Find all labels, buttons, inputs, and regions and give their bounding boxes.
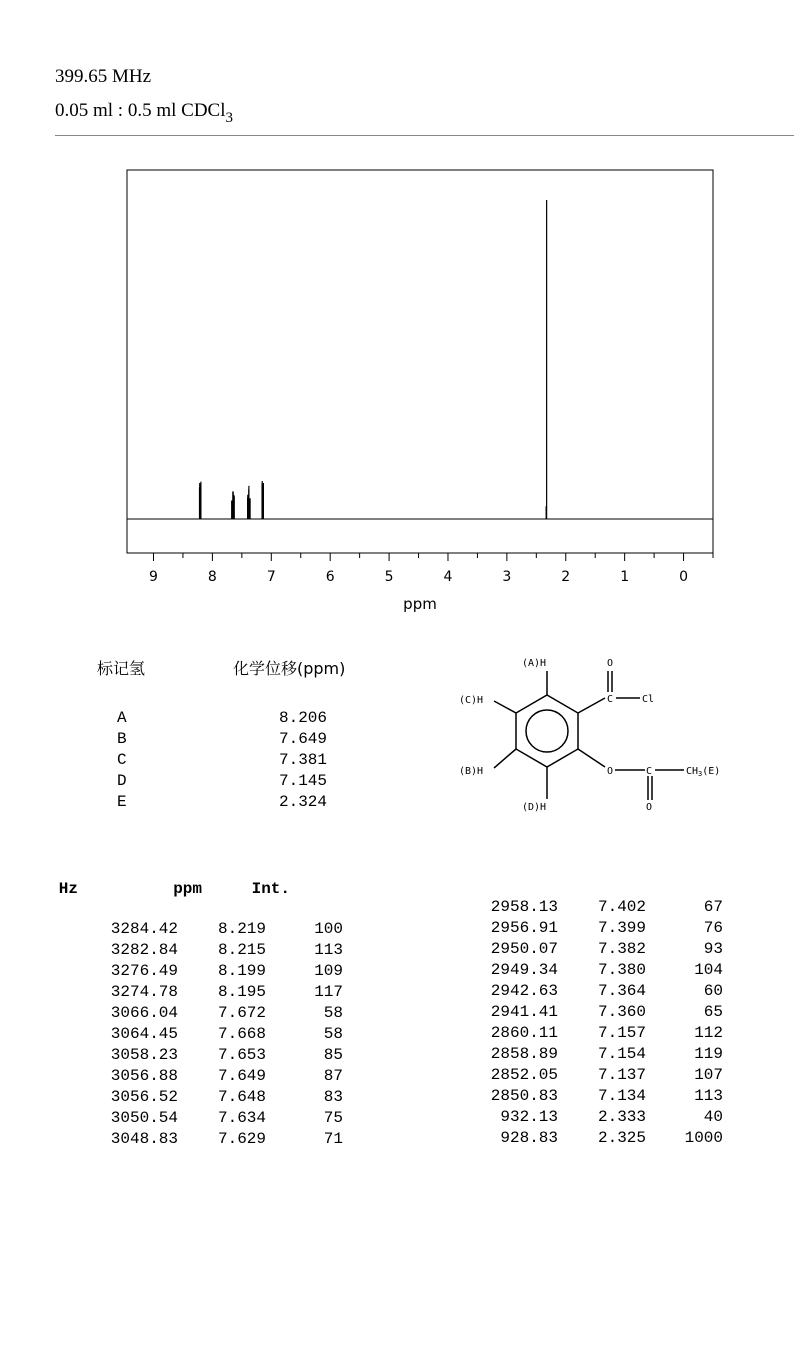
- x-tick-label: 9: [149, 569, 158, 585]
- structure-bonds: [494, 671, 684, 800]
- spectrometer-frequency: 399.65 MHz: [55, 66, 152, 87]
- peak-hz: 2941.41: [490, 1003, 558, 1021]
- x-tick-label: 2: [561, 569, 571, 585]
- peak-ppm: 7.672: [217, 1004, 266, 1022]
- peak-table-row: [100, 1088, 343, 1106]
- atom-label-c: (C)H: [459, 695, 484, 706]
- peak-table-row: [100, 1067, 343, 1085]
- peak-intensity: 65: [703, 1003, 723, 1021]
- peak-table-row: [480, 898, 723, 916]
- peak-intensity: 113: [694, 1087, 723, 1105]
- peak-intensity: 93: [703, 940, 723, 958]
- acyl-carbon: C: [607, 694, 614, 705]
- peak-hz: 2858.89: [490, 1045, 558, 1063]
- bond-ring-oxygen: [578, 749, 605, 767]
- ester-oxygen: O: [607, 766, 614, 777]
- peak-ppm: 7.653: [217, 1046, 266, 1064]
- peak-intensity: 1000: [684, 1129, 723, 1147]
- assignment-shift: 7.381: [278, 751, 327, 769]
- atom-label-d: (D)H: [522, 802, 547, 813]
- peak-table-row: [100, 1130, 343, 1148]
- peak-intensity: 58: [323, 1025, 343, 1043]
- ester-carbon: C: [646, 766, 653, 777]
- peak-intensity: 100: [314, 920, 343, 938]
- peak-ppm: 7.634: [217, 1109, 266, 1127]
- peak-table-row: [480, 919, 723, 937]
- peak-hz: 2949.34: [490, 961, 558, 979]
- bond-hb: [494, 749, 516, 768]
- peak-hz: 3058.23: [110, 1046, 178, 1064]
- chlorine-label: Cl: [642, 694, 655, 705]
- peak-table-row: [480, 1108, 723, 1126]
- peak-intensity: 83: [323, 1088, 343, 1106]
- peak-ppm: 7.134: [597, 1087, 646, 1105]
- peak-table-row: [100, 1046, 343, 1064]
- x-tick-label: 7: [266, 569, 276, 585]
- peak-table-row: [480, 1003, 723, 1021]
- peak-hz: 2942.63: [490, 982, 558, 1000]
- peak-intensity: 40: [703, 1108, 723, 1126]
- peak-table-row: [480, 961, 723, 979]
- x-tick-label: 1: [620, 569, 630, 585]
- atom-label-b: (B)H: [459, 766, 484, 777]
- peak-ppm: 7.157: [597, 1024, 646, 1042]
- peak-hz: 2958.13: [490, 898, 558, 916]
- peak-hz: 928.83: [500, 1129, 558, 1147]
- x-tick-label: 5: [384, 569, 394, 585]
- assignment-shift-header: 化学位移(ppm): [233, 659, 346, 678]
- peak-table-row: [100, 1109, 343, 1127]
- hz-header: Hz: [58, 880, 78, 898]
- peak-hz: 3066.04: [110, 1004, 178, 1022]
- x-tick-label: 8: [207, 569, 217, 585]
- assignment-label: A: [117, 709, 127, 727]
- peak-table-row: [100, 941, 343, 959]
- peak-ppm: 7.137: [597, 1066, 646, 1084]
- atom-label-a: (A)H: [522, 658, 547, 669]
- peak-hz: 3056.88: [110, 1067, 178, 1085]
- peak-intensity: 58: [323, 1004, 343, 1022]
- peak-intensity: 75: [323, 1109, 343, 1127]
- carbonyl-oxygen: O: [607, 658, 614, 669]
- peak-ppm: 8.195: [217, 983, 266, 1001]
- peak-ppm: 7.402: [597, 898, 646, 916]
- peak-intensity: 76: [703, 919, 723, 937]
- peak-table-row: [100, 1025, 343, 1043]
- ester-carbonyl-oxygen: O: [646, 802, 653, 813]
- peak-intensity: 113: [314, 941, 343, 959]
- peak-hz: 3274.78: [110, 983, 178, 1001]
- peak-ppm: 8.215: [217, 941, 266, 959]
- x-axis-label: ppm: [403, 595, 437, 613]
- peak-intensity: 71: [323, 1130, 343, 1148]
- peak-ppm: 2.333: [597, 1108, 646, 1126]
- peak-ppm: 7.648: [217, 1088, 266, 1106]
- peak-ppm: 7.364: [597, 982, 646, 1000]
- peak-intensity: 109: [314, 962, 343, 980]
- peak-hz: 2850.83: [490, 1087, 558, 1105]
- peak-table-row: [100, 1004, 343, 1022]
- x-tick-label: 6: [325, 569, 335, 585]
- peak-intensity: 67: [703, 898, 723, 916]
- peak-ppm: 7.360: [597, 1003, 646, 1021]
- assignment-label: C: [117, 751, 127, 769]
- peak-hz: 2860.11: [490, 1024, 558, 1042]
- peak-hz: 3282.84: [110, 941, 178, 959]
- peak-ppm: 8.199: [217, 962, 266, 980]
- assignment-shift: 8.206: [278, 709, 327, 727]
- peak-table-row: [100, 983, 343, 1001]
- solvent-text: 0.05 ml : 0.5 ml CDCl: [55, 100, 226, 121]
- peak-ppm: 7.649: [217, 1067, 266, 1085]
- peak-hz: 3050.54: [110, 1109, 178, 1127]
- assignment-shift: 7.145: [278, 772, 327, 790]
- peak-table-row: [480, 1087, 723, 1105]
- solvent-subscript: 3: [225, 110, 233, 126]
- peak-ppm: 7.629: [217, 1130, 266, 1148]
- assignment-label: E: [117, 793, 127, 811]
- peak-hz: 3284.42: [110, 920, 178, 938]
- peak-intensity: 112: [694, 1024, 723, 1042]
- peak-intensity: 119: [694, 1045, 723, 1063]
- int-header: Int.: [251, 880, 290, 898]
- peak-table-row: [480, 1024, 723, 1042]
- aromatic-circle: [526, 710, 568, 752]
- peak-intensity: 117: [314, 983, 343, 1001]
- assignment-label: D: [117, 772, 127, 790]
- peak-intensity: 85: [323, 1046, 343, 1064]
- peak-hz: 3276.49: [110, 962, 178, 980]
- peak-table-row: [480, 1066, 723, 1084]
- bond-hc: [494, 701, 516, 713]
- peak-hz: 3048.83: [110, 1130, 178, 1148]
- peak-intensity: 87: [323, 1067, 343, 1085]
- peak-hz: 932.13: [500, 1108, 558, 1126]
- assignment-label-header: 标记氢: [97, 659, 146, 678]
- assignment-shift: 2.324: [278, 793, 327, 811]
- peak-table-row: [480, 982, 723, 1000]
- peak-table-row: [480, 1045, 723, 1063]
- peak-table-header: [0, 880, 290, 898]
- peak-table-row: [480, 940, 723, 958]
- peak-hz: 2852.05: [490, 1066, 558, 1084]
- peak-intensity: 104: [694, 961, 723, 979]
- peak-intensity: 60: [703, 982, 723, 1000]
- methyl-group: $CH_3(E)$: [686, 766, 721, 778]
- peak-ppm: 2.325: [597, 1129, 646, 1147]
- peak-hz: 3056.52: [110, 1088, 178, 1106]
- peak-hz: 2956.91: [490, 919, 558, 937]
- assignment-label: B: [117, 730, 127, 748]
- peak-table-row: [100, 920, 343, 938]
- peak-ppm: 7.399: [597, 919, 646, 937]
- bond-ring-acyl: [578, 698, 605, 713]
- peak-ppm: 7.380: [597, 961, 646, 979]
- peak-table-row: [100, 962, 343, 980]
- peak-table-row: [480, 1129, 723, 1147]
- x-tick-label: 0: [679, 569, 689, 585]
- peak-ppm: 7.154: [597, 1045, 646, 1063]
- ppm-header: ppm: [173, 880, 202, 898]
- peak-ppm: 8.219: [217, 920, 266, 938]
- peak-ppm: 7.668: [217, 1025, 266, 1043]
- peak-hz: 2950.07: [490, 940, 558, 958]
- peak-ppm: 7.382: [597, 940, 646, 958]
- peak-hz: 3064.45: [110, 1025, 178, 1043]
- x-tick-label: 4: [443, 569, 453, 585]
- assignment-shift: 7.649: [278, 730, 327, 748]
- x-tick-label: 3: [502, 569, 512, 585]
- peak-intensity: 107: [694, 1066, 723, 1084]
